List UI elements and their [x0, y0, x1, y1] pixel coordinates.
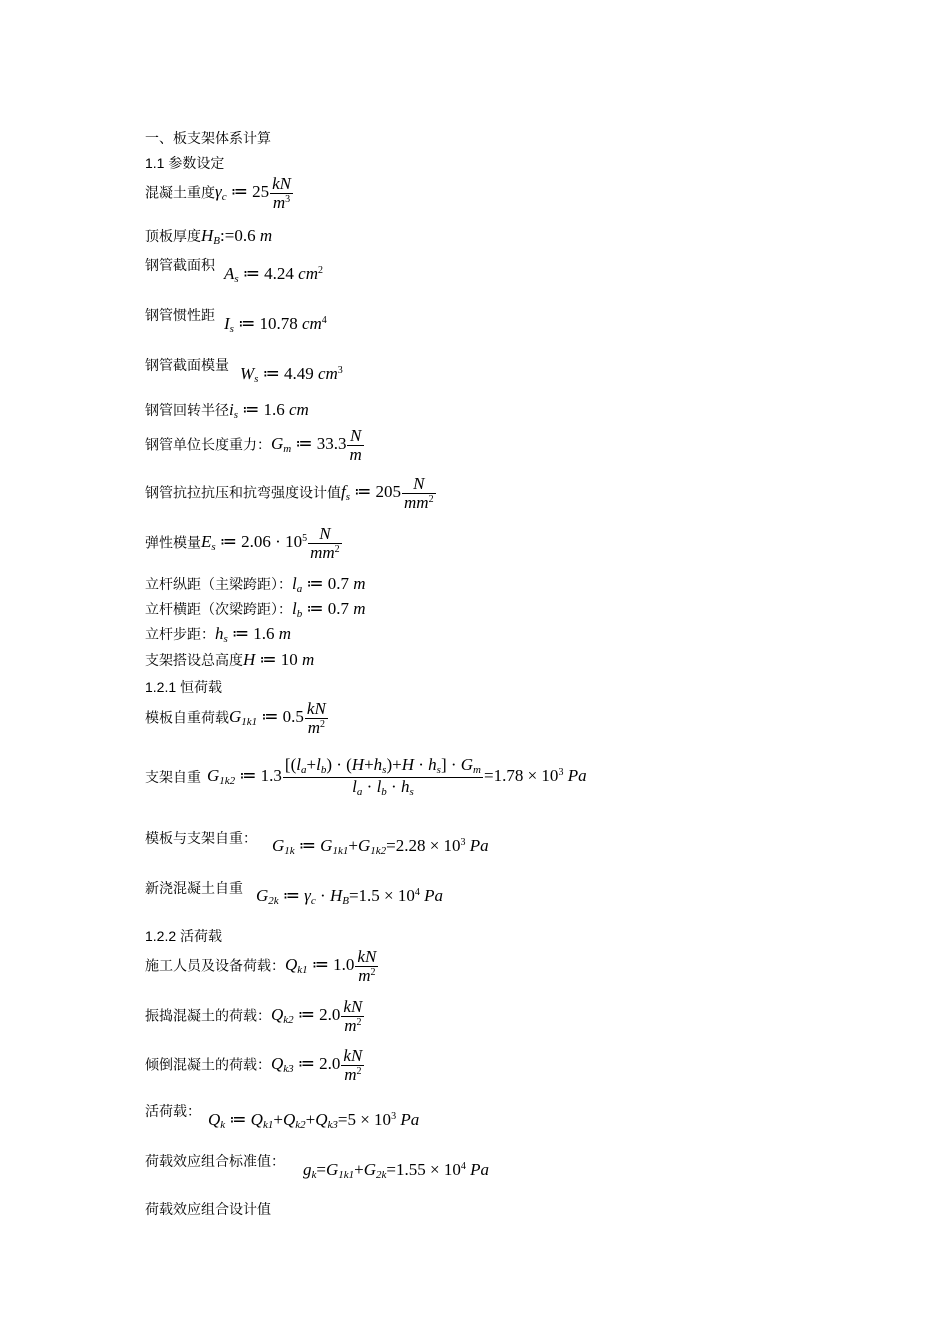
dead-formwork — [145, 700, 329, 737]
param-label: 振捣混凝土的荷载： — [145, 1008, 271, 1025]
dead-concrete-label: 新浇混凝土自重 — [145, 881, 243, 897]
param-steel-strength — [145, 475, 437, 512]
heading-1-1: 1.1 参数设定 — [145, 155, 225, 171]
param-label: 支架搭设总高度 — [145, 653, 243, 669]
param-label: 弹性模量 — [145, 535, 201, 552]
formula: H ≔ 10 m — [243, 650, 315, 669]
live-workers — [145, 948, 379, 985]
param-label: 倾倒混凝土的荷载： — [145, 1057, 271, 1074]
formula: $H_B:=0.6$ m — [201, 226, 273, 247]
formula-steel-area: $A_s$ ≔ 4.24 $cm^2$ — [224, 264, 323, 285]
param-label: 钢管单位长度重力： — [145, 437, 271, 454]
param-elastic-modulus — [145, 525, 343, 562]
std-combo-label: 荷载效应组合标准值： — [145, 1154, 285, 1170]
formula: $h_s$ ≔ 1.6 m — [215, 624, 292, 645]
formula-std-combo: $g_k=G_{1k1}+G_{2k}=1.55 \times 10^4$ Pa — [303, 1160, 489, 1181]
section-title: 一、板支架体系计算 — [145, 131, 271, 147]
formula-frame: $G_{1k2}$ ≔ 1.3 $\frac{[(l_a+l_b) \cdot (H+h_s)+H \cdot h_s] \cdot G_m}{l_a \cdot l_b \cdot h_s}$ $=1.78 \times 10^3$ Pa — [207, 755, 587, 798]
live-pour — [145, 1047, 365, 1084]
formula: $Q_{k3}$ ≔ 2.0 $\frac{kN}{m^2}$ — [271, 1046, 363, 1084]
live-total-label: 活荷载： — [145, 1104, 201, 1120]
param-label: 钢管抗拉抗压和抗弯强度设计值 — [145, 485, 341, 502]
param-label: 施工人员及设备荷载： — [145, 958, 285, 975]
param-steel-weight — [145, 427, 365, 464]
param-concrete-density — [145, 175, 294, 212]
param-steel-modulus-label: 钢管截面模量 — [145, 358, 229, 374]
formula: $l_b$ ≔ 0.7 m — [292, 599, 366, 620]
dead-frame-label: 支架自重 — [145, 770, 201, 786]
formula: $l_a$ ≔ 0.7 m — [292, 574, 366, 595]
formula-dead-total: $G_{1k}$ ≔ $G_{1k1}+G_{1k2}=2.28 \times 10^3$ Pa — [272, 836, 489, 857]
heading-1-2-1: 1.2.1 恒荷载 — [145, 679, 223, 695]
formula-live-total: $Q_k$ ≔ $Q_{k1}+Q_{k2}+Q_{k3}=5 \times 10^3$ Pa — [208, 1110, 420, 1131]
formula: $\gamma_c$ ≔ 25 $\frac{kN}{m^3}$ — [215, 174, 291, 212]
param-label: 钢管回转半径 — [145, 403, 229, 419]
param-label: 立杆横距（次梁跨距）： — [145, 602, 292, 618]
formula: $i_s$ ≔ 1.6 cm — [229, 400, 309, 421]
param-steel-inertia-label: 钢管惯性距 — [145, 308, 215, 324]
formula: $G_{1k1}$ ≔ 0.5 $\frac{kN}{m^2}$ — [229, 699, 326, 737]
formula: $E_s$ ≔ $2.06 \cdot 10^5$ $\frac{N}{mm^2}$ — [201, 524, 340, 562]
live-vibrate — [145, 998, 365, 1035]
formula-dead-concrete: $G_{2k}$ ≔ $\gamma_c \cdot H_B=1.5 \times 10^4$ Pa — [256, 886, 444, 907]
formula-steel-modulus: $W_s$ ≔ 4.49 $cm^3$ — [240, 364, 343, 385]
dead-total-label: 模板与支架自重： — [145, 831, 257, 847]
param-steel-area-label: 钢管截面积 — [145, 258, 215, 274]
formula: $G_m$ ≔ 33.3 $\frac{N}{m}$ — [271, 426, 362, 464]
param-label: 立杆纵距（主梁跨距）： — [145, 577, 292, 593]
param-steel-radius — [145, 400, 309, 421]
param-label: 立杆步距： — [145, 627, 215, 643]
param-hs — [145, 624, 291, 645]
design-combo-label: 荷载效应组合设计值 — [145, 1202, 271, 1218]
formula: $Q_{k1}$ ≔ 1.0 $\frac{kN}{m^2}$ — [285, 947, 377, 985]
param-label: 顶板厚度 — [145, 229, 201, 245]
param-label: 模板自重荷载 — [145, 710, 229, 727]
param-lb — [145, 599, 366, 620]
param-la — [145, 574, 366, 595]
formula: $f_s$ ≔ 205 $\frac{N}{mm^2}$ — [341, 474, 434, 512]
param-H — [145, 650, 314, 670]
heading-1-2-2: 1.2.2 活荷载 — [145, 928, 223, 944]
formula-steel-inertia: $I_s$ ≔ 10.78 $cm^4$ — [224, 314, 327, 335]
param-label: 混凝土重度 — [145, 185, 215, 202]
formula: $Q_{k2}$ ≔ 2.0 $\frac{kN}{m^2}$ — [271, 997, 363, 1035]
param-slab-thickness — [145, 226, 272, 247]
